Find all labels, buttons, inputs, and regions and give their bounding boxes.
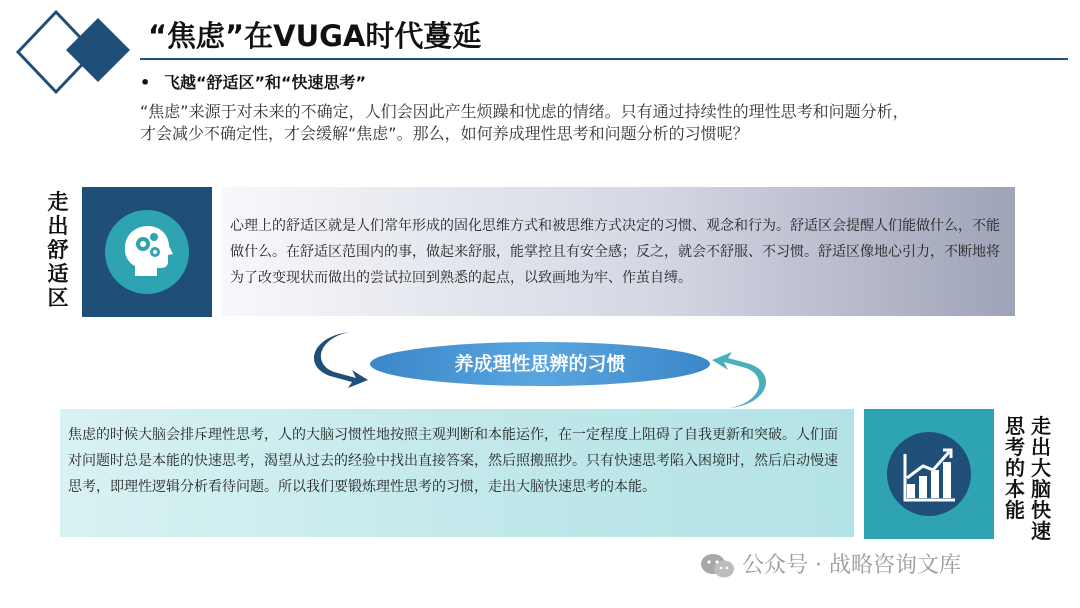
logo-diamonds [14,8,134,98]
comfort-zone-label-char: 适 [47,262,69,286]
comfort-zone-label [44,190,72,310]
fast-thinking-label-col-1 [1004,416,1026,521]
comfort-zone-label-char: 出 [47,214,69,238]
intro-line-2: 才会减少不确定性，才会缓解“焦虑”。那么，如何养成理性思考和问题分析的习惯呢？ [140,124,749,143]
fast-thinking-icon-box [864,409,994,539]
title-divider [140,58,1068,60]
comfort-zone-text: 心理上的舒适区就是人们常年形成的固化思维方式和被思维方式决定的习惯、观念和行为。舒适区会提醒人们能做什么，不能做什么。在舒适区范围内的事，做起来舒服，能掌控且有安全感；反之，就会不舒服、不习惯。舒适区像地心引力，不断地将为了改变现状而做出的尝试拉回到熟悉的起点，以致画地为牢、作茧自缚。 [230,218,1000,286]
comfort-zone-label-char: 区 [47,286,69,310]
fast-thinking-label-char: 脑 [1031,477,1051,501]
comfort-zone-label-char: 舒 [47,238,69,262]
center-label: 养成理性思辨的习惯 [454,353,626,375]
icon-circle [105,210,189,294]
fast-thinking-label-char: 快 [1031,498,1051,522]
watermark-text: 公众号 · 战略咨询文库 [742,553,961,578]
fast-thinking-label-char: 出 [1031,435,1051,459]
intro-paragraph [140,101,1020,145]
fast-thinking-label-char: 能 [1005,498,1025,522]
wechat-icon [700,552,736,580]
bar-chart-growth-icon [887,432,971,516]
head-gears-icon [105,210,189,294]
page-title: “焦虑”在VUGA时代蔓延 [148,19,482,53]
watermark [700,548,961,580]
fast-thinking-label-char: 本 [1005,477,1025,501]
fast-thinking-text: 焦虑的时候大脑会排斥理性思考，人的大脑习惯性地按照主观判断和本能运作，在一定程度上阻碍了自我更新和突破。人们面对问题时总是本能的快速思考，渴望从过去的经验中找出直接答案，然后照搬照抄。只有快速思考陷入困境时，然后启动慢速思考，即理性逻辑分析看待问题。所以我们要锻炼理性思考的习惯，走出大脑快速思考的本能。 [68,427,838,495]
fast-thinking-label-char: 考 [1005,435,1025,459]
left-curve-arrow-icon [314,332,368,388]
bullet-dot-icon: • [140,73,151,92]
bullet-text: 飞越“舒适区”和“快速思考” [164,73,367,92]
fast-thinking-label-char: 速 [1031,519,1051,543]
comfort-zone-label-char: 走 [47,190,69,214]
fast-thinking-panel [60,409,854,537]
intro-line-1: “焦虑”来源于对未来的不确定，人们会因此产生烦躁和忧虑的情绪。只有通过持续性的理性思考和问题分析， [140,102,909,121]
bullet-heading [140,70,366,93]
comfort-zone-icon-box [82,187,212,317]
comfort-zone-panel [222,187,1015,316]
fast-thinking-label-char: 大 [1031,456,1051,480]
fast-thinking-label-char: 的 [1005,456,1025,480]
icon-circle [887,432,971,516]
fast-thinking-label-char: 走 [1031,414,1051,438]
fast-thinking-label-char: 思 [1005,414,1025,438]
right-curve-arrow-icon [712,352,766,408]
fast-thinking-label-col-2 [1030,416,1052,542]
